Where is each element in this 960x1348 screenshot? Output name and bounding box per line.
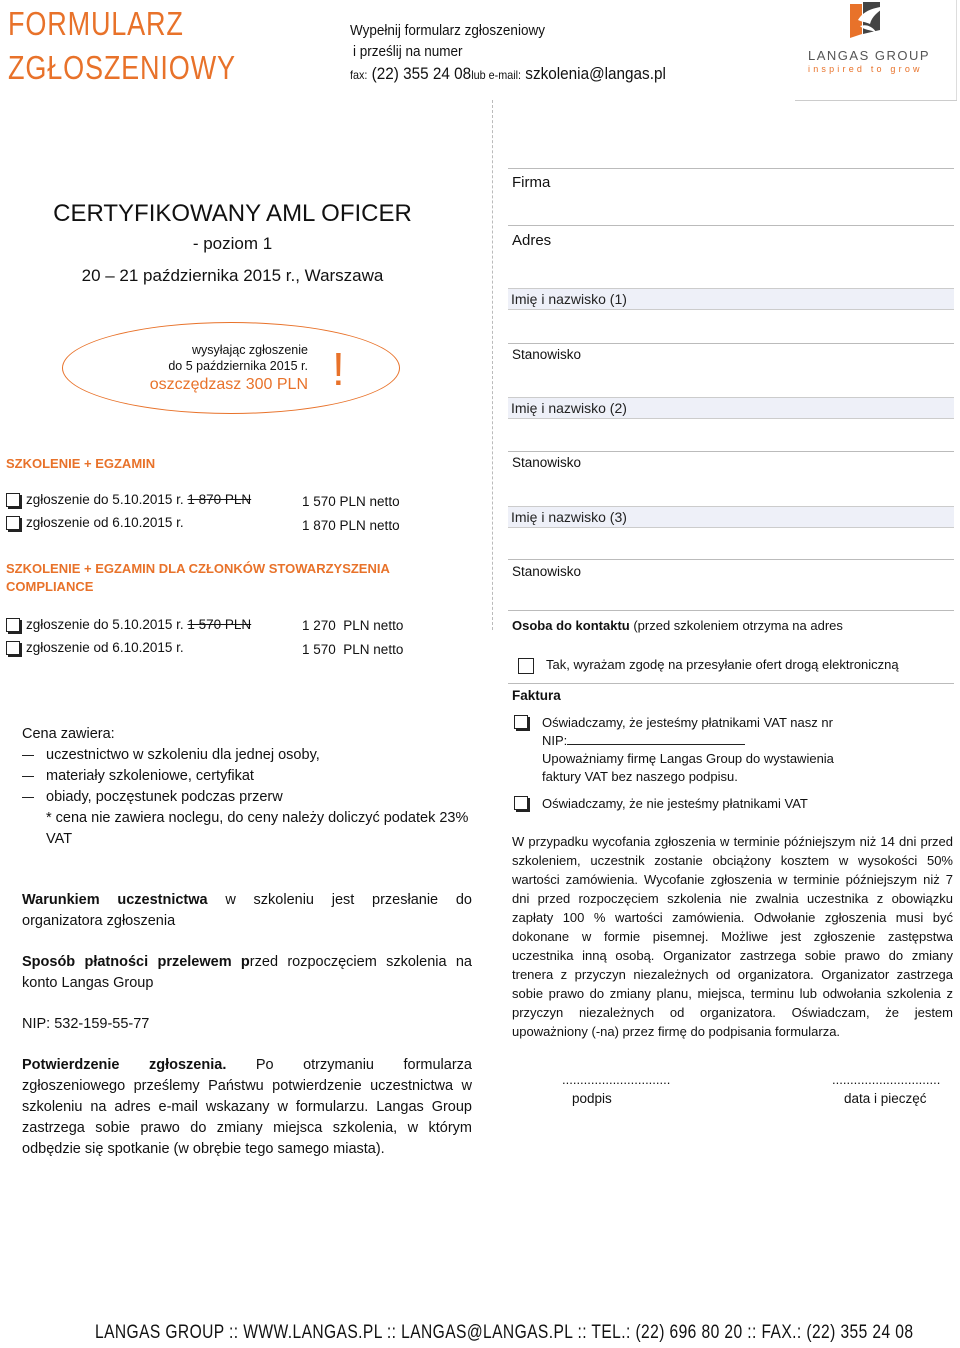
column-divider <box>492 100 493 630</box>
participation-bold: Warunkiem uczestnictwa <box>22 892 208 908</box>
course-title: CERTYFIKOWANY AML OFICER <box>53 200 412 227</box>
field-position3-label: Stanowisko <box>512 564 582 579</box>
includes-list <box>22 745 472 808</box>
pricing-price: 1 570 PLN netto <box>302 494 400 509</box>
langas-logo <box>808 0 931 80</box>
logo-bird-icon <box>836 0 896 42</box>
signature-label: podpis <box>572 1091 612 1106</box>
pricing-row[interactable] <box>6 617 251 632</box>
vat-payer-row[interactable] <box>514 713 534 729</box>
field-position2-label: Stanowisko <box>512 455 582 470</box>
promo-text <box>128 342 308 396</box>
confirmation-body: Po otrzymaniu formularza zgłoszeniowego prześlemy Państwu potwierdzenie uczestnictwa w szkoleniu na adres e-mail wskazany w formularzu. Langas Group zastrzega sobie prawo do zmiany miejsca szkolenia, w którym odbędzie się spotkanie (w obrębie tego samego miasta). <box>22 1057 472 1157</box>
form-title-line1: FORMULARZ <box>8 5 184 42</box>
field-divider <box>508 451 954 452</box>
checkbox-icon[interactable] <box>6 493 20 507</box>
fax-number: (22) 355 24 08 <box>371 64 472 83</box>
checkbox-icon[interactable] <box>514 796 528 810</box>
field-adres-label: Adres <box>512 232 552 249</box>
non-vat-label: Oświadczamy, że nie jesteśmy płatnikami VAT <box>542 796 808 811</box>
confirmation-text <box>22 1055 472 1160</box>
payment-text: rzed rozpoczęciem szkolenia na konto Langas Group <box>22 954 473 991</box>
email-address[interactable]: szkolenia@langas.pl <box>525 64 666 83</box>
nip-label: NIP: <box>542 733 568 748</box>
price-includes <box>22 724 472 850</box>
pricing-row-label: zgłoszenie od 6.10.2015 r. <box>26 515 184 530</box>
logo-name: LANGAS GROUP <box>808 48 931 63</box>
field-divider <box>508 343 954 344</box>
logo-tagline: inspired to grow <box>808 64 923 74</box>
promo-exclamation-icon: ! <box>332 343 345 395</box>
pricing-old-price: 1 870 PLN <box>187 492 252 507</box>
participation-condition <box>22 890 472 932</box>
cancellation-terms: W przypadku wycofania zgłoszenia w terminie późniejszym niż 14 dni przed szkoleniem, uczestnik zostanie obciążony kosztem w wysokości 50% wartości zamówienia. Wycofanie zgłoszenia w terminie późniejszym niż 7 dni przed rozpoczęciem szkolenia nie zwalnia uczestnika z obowiązku zapłaty 100 % wartości zamówienia. Odwołanie zgłoszenia musi być dokonane w formie pisemnej. Możliwe jest zgłoszenie zastępstwa uczestnika inną osobą. Organizator zastrzega sobie prawo do zmiany trenera z przyczyn niezależnych od organizatora. Organizator zastrzega sobie prawo do zmiany planu, miejsca, terminu lub odwołania szkolenia z przyczyn niezależnych od organizatora. Oświadczam, że jestem upoważniony (-na) przez firmę do podpisania formularza. <box>512 834 953 1039</box>
pricing-row[interactable] <box>6 515 184 530</box>
field-divider <box>508 559 954 560</box>
pricing-price: 1 570 PLN netto <box>302 642 404 657</box>
field-person3[interactable] <box>508 506 954 528</box>
field-divider <box>508 610 954 611</box>
pricing-price: 1 870 PLN netto <box>302 518 400 533</box>
nip-input-line[interactable] <box>567 732 745 745</box>
pricing-heading-members: SZKOLENIE + EGZAMIN DLA CZŁONKÓW STOWARZYSZENIA COMPLIANCE <box>6 561 390 594</box>
consent-label: Tak, wyrażam zgodę na przesyłanie ofert drogą elektroniczną <box>546 657 899 672</box>
checkbox-icon[interactable] <box>6 516 20 530</box>
checkbox-icon[interactable] <box>6 641 20 655</box>
pricing-row-label: zgłoszenie do 5.10.2015 r. <box>26 617 184 632</box>
checkbox-icon[interactable] <box>6 618 20 632</box>
field-person1[interactable] <box>508 288 954 310</box>
email-label: lub e-mail: <box>471 68 522 82</box>
field-position1-label: Stanowisko <box>512 347 582 362</box>
date-stamp-dots: .............................. <box>832 1072 941 1087</box>
fax-label: fax: <box>350 68 368 82</box>
consent-row[interactable] <box>518 657 899 674</box>
field-person1-label: Imię i nazwisko (1) <box>511 291 627 307</box>
list-item: uczestnictwo w szkoleniu dla jednej osoby, <box>22 745 472 766</box>
form-title-line2: ZGŁOSZENIOWY <box>8 49 236 86</box>
contact-text: (przed szkoleniem otrzyma na adres <box>629 618 843 633</box>
course-date-place: 20 – 21 października 2015 r., Warszawa <box>81 266 384 285</box>
pricing-row[interactable] <box>6 492 251 507</box>
pricing-row-label: zgłoszenie do 5.10.2015 r. <box>26 492 184 507</box>
promo-line2: do 5 października 2015 r. <box>168 359 308 373</box>
payment-bold: Sposób płatności przelewem p <box>22 954 250 970</box>
promo-line1: wysyłając zgłoszenie <box>191 343 308 357</box>
field-person2[interactable] <box>508 397 954 419</box>
field-person3-label: Imię i nazwisko (3) <box>511 509 627 525</box>
confirmation-bold: Potwierdzenie zgłoszenia. <box>22 1057 227 1073</box>
pricing-price: 1 270 PLN netto <box>302 618 404 633</box>
course-level: - poziom 1 <box>192 234 273 253</box>
instructions-contact <box>350 64 666 84</box>
consent-checkbox[interactable] <box>518 658 534 674</box>
pricing-old-price: 1 570 PLN <box>187 617 252 632</box>
pricing-row[interactable] <box>6 640 184 655</box>
payment-method <box>22 952 472 994</box>
header-right-edge <box>956 0 957 100</box>
company-nip: NIP: 532-159-55-77 <box>22 1016 150 1032</box>
field-divider <box>508 168 954 169</box>
header-rule <box>795 100 957 101</box>
instructions-line1: Wypełnij formularz zgłoszeniowy <box>350 22 545 39</box>
includes-heading: Cena zawiera: <box>22 726 115 742</box>
field-divider <box>508 225 954 226</box>
instructions-line2: i prześlij na numer <box>353 43 463 60</box>
invoice-heading: Faktura <box>512 688 561 703</box>
field-divider <box>508 683 954 684</box>
contact-bold: Osoba do kontaktu <box>512 618 630 633</box>
date-stamp-label: data i pieczęć <box>844 1091 927 1106</box>
footer-contact: LANGAS GROUP :: WWW.LANGAS.PL :: LANGAS@LANGAS.PL :: TEL.: (22) 696 80 20 :: FAX.: (22) 355 24 08 <box>95 1322 914 1343</box>
vat-payer-label: Oświadczamy, że jesteśmy płatnikami VAT nasz nr <box>542 715 833 730</box>
field-firma-label: Firma <box>512 174 551 191</box>
list-item: materiały szkoleniowe, certyfikat <box>22 766 472 787</box>
pricing-heading-standard: SZKOLENIE + EGZAMIN <box>6 456 156 471</box>
includes-note: * cena nie zawiera noclegu, do ceny należy doliczyć podatek 23% VAT <box>46 810 469 847</box>
authorize-text: Upoważniamy firmę Langas Group do wystawienia faktury VAT bez naszego podpisu. <box>542 751 834 784</box>
non-vat-row[interactable] <box>514 794 534 810</box>
promo-savings: oszczędzasz 300 PLN <box>149 376 308 393</box>
list-item: obiady, poczęstunek podczas przerw <box>22 787 472 808</box>
nip-field[interactable] <box>542 732 862 750</box>
field-contact[interactable] <box>512 618 843 633</box>
signature-dots: .............................. <box>562 1072 671 1087</box>
checkbox-icon[interactable] <box>514 715 528 729</box>
pricing-row-label: zgłoszenie od 6.10.2015 r. <box>26 640 184 655</box>
participation-text: w szkoleniu jest przesłanie do organizatora zgłoszenia <box>22 892 472 929</box>
vat-payer-block <box>542 714 862 786</box>
field-person2-label: Imię i nazwisko (2) <box>511 400 627 416</box>
